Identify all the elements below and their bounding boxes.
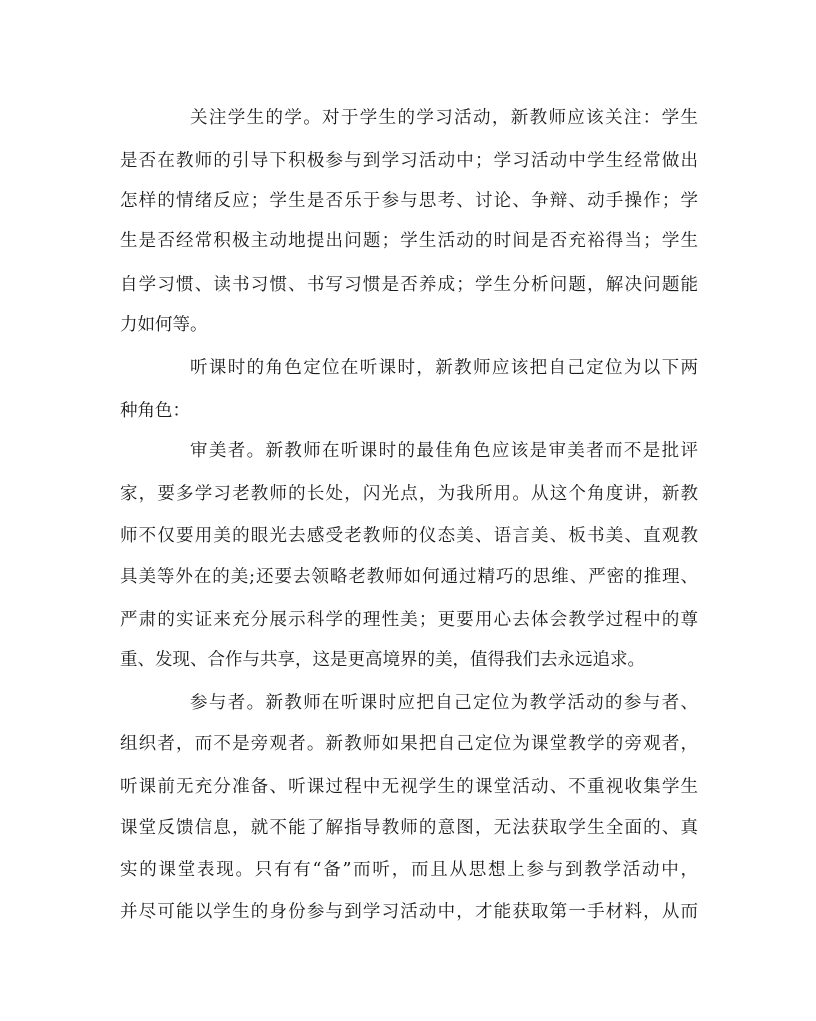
paragraph-1-line-5: 自学习惯、读书习惯、书写习惯是否养成；学生分析问题，解决问题能 [120, 275, 698, 295]
paragraph-3-line-1: 审美者。新教师在听课时的最佳角色应该是审美者而不是批评 [190, 441, 698, 461]
paragraph-4-line-2: 组织者，而不是旁观者。新教师如果把自己定位为课堂教学的旁观者， [120, 734, 698, 754]
paragraph-4-line-5: 实的课堂表现。只有有“备”而听，而且从思想上参与到教学活动中， [120, 860, 698, 880]
paragraph-3-line-3: 师不仅要用美的眼光去感受老教师的仪态美、语言美、板书美、直观教 [120, 526, 698, 546]
paragraph-3-line-6: 重、发现、合作与共享，这是更高境界的美，值得我们去永远追求。 [120, 650, 645, 670]
paragraph-1-line-3: 怎样的情绪反应；学生是否乐于参与思考、讨论、争辩、动手操作；学 [120, 191, 698, 211]
paragraph-4-line-1: 参与者。新教师在听课时应把自己定位为教学活动的参与者、 [190, 693, 698, 713]
paragraph-1-line-2: 是否在教师的引导下积极参与到学习活动中；学习活动中学生经常做出 [120, 151, 698, 171]
paragraph-3-line-2: 家，要多学习老教师的长处，闪光点，为我所用。从这个角度讲，新教 [120, 484, 698, 504]
paragraph-3-line-5: 严肃的实证来充分展示科学的理性美；更要用心去体会教学过程中的尊 [120, 610, 698, 630]
paragraph-1-line-4: 生是否经常积极主动地提出问题；学生活动的时间是否充裕得当；学生 [120, 231, 698, 251]
paragraph-4-line-6: 并尽可能以学生的身份参与到学习活动中，才能获取第一手材料，从而 [120, 902, 698, 922]
paragraph-4-line-3: 听课前无充分准备、听课过程中无视学生的课堂活动、不重视收集学生 [120, 777, 698, 797]
paragraph-1-line-1: 关注学生的学。对于学生的学习活动，新教师应该关注：学生 [190, 108, 698, 128]
paragraph-2-line-1: 听课时的角色定位在听课时，新教师应该把自己定位为以下两 [190, 358, 698, 378]
paragraph-2-line-2: 种角色： [120, 401, 190, 421]
paragraph-3-line-4: 具美等外在的美;还要去领略老教师如何通过精巧的思维、严密的推理、 [120, 567, 698, 587]
paragraph-4-line-4: 课堂反馈信息，就不能了解指导教师的意图，无法获取学生全面的、真 [120, 818, 698, 838]
paragraph-1-line-6: 力如何等。 [120, 315, 208, 335]
